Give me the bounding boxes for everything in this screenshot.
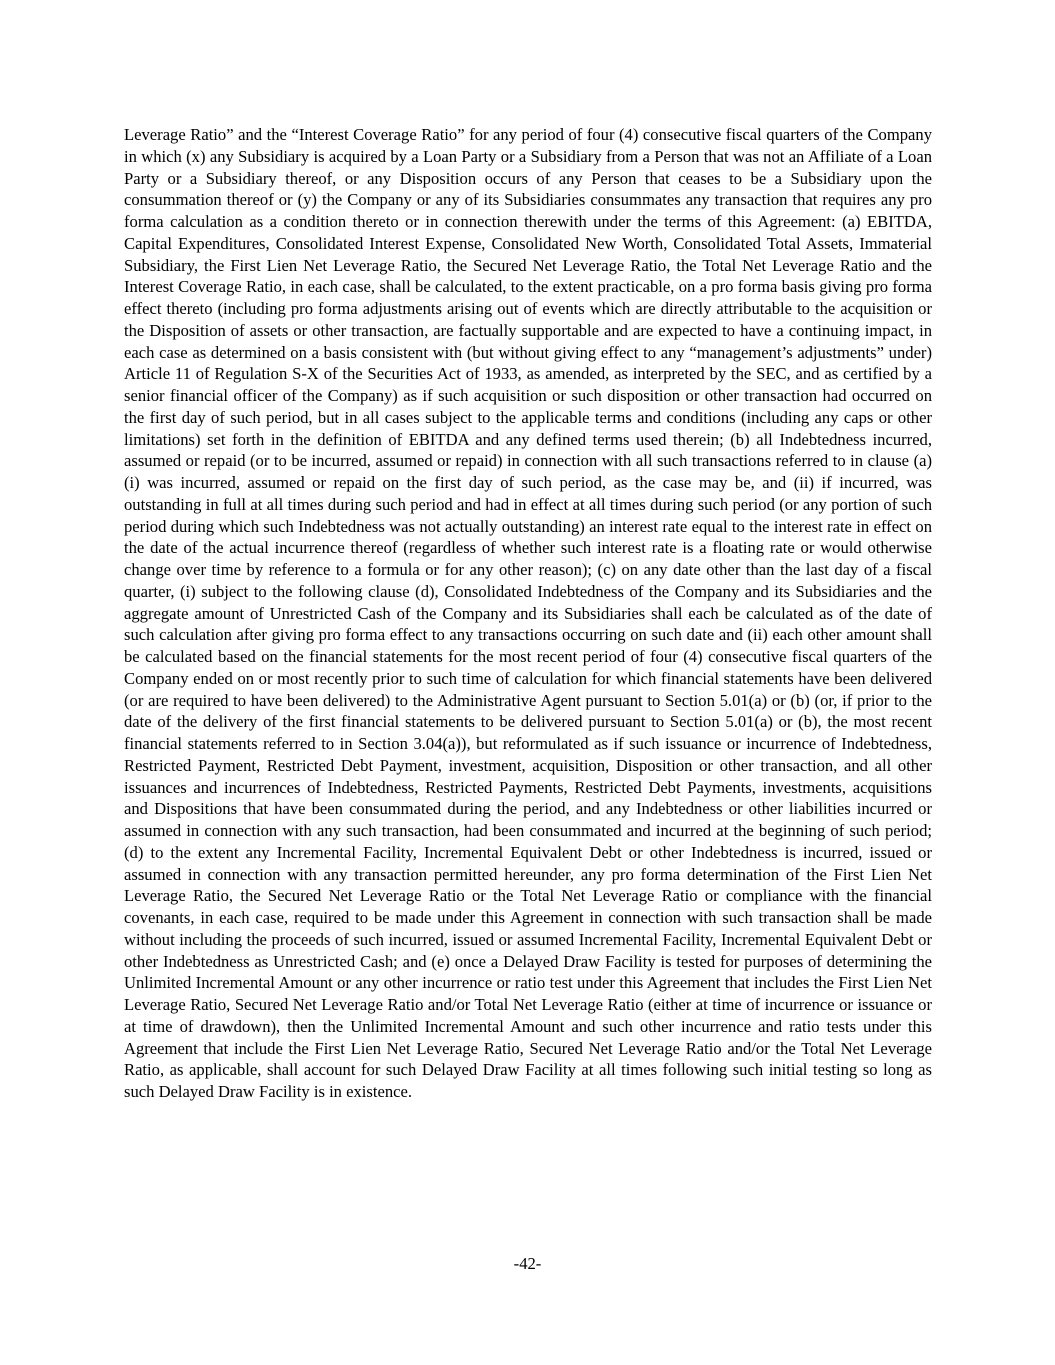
page-number: -42- [513,1254,542,1273]
body-paragraph: Leverage Ratio” and the “Interest Coverage Ratio” for any period of four (4) consecutive fiscal quarters of the Company in which (x) any Subsidiary is acquired by a Loan Party or a Subsidiary from a Person that was not an Affiliate of a Loan Party or a Subsidiary thereof, or any Disposition occurs of any Person that ceases to be a Subsidiary upon the consummation thereof or (y) the Company or any of its Subsidiaries consummates any transaction that requires any pro forma calculation as a condition thereto or in connection therewith under the terms of this Agreement: (a) EBITDA, Capital Expenditures, Consolidated Interest Expense, Consolidated New Worth, Consolidated Total Assets, Immaterial Subsidiary, the First Lien Net Leverage Ratio, the Secured Net Leverage Ratio, the Total Net Leverage Ratio and the Interest Coverage Ratio, in each case, shall be calculated, to the extent practicable, on a pro forma basis giving pro forma effect thereto (including pro forma adjustments arising out of events which are directly attributable to the acquisition or the Disposition of assets or other transaction, are factually supportable and are expected to have a continuing impact, in each case as determined on a basis consistent with (but without giving effect to any “management’s adjustments” under) Article 11 of Regulation S-X of the Securities Act of 1933, as amended, as interpreted by the SEC, and as certified by a senior financial officer of the Company) as if such acquisition or such disposition or other transaction had occurred on the first day of such period, but in all cases subject to the applicable terms and conditions (including any caps or other limitations) set forth in the definition of EBITDA and any defined terms used therein; (b) all Indebtedness incurred, assumed or repaid (or to be incurred, assumed or repaid) in connection with all such transactions referred to in clause (a) (i) was incurred, assumed or repaid on the first day of such period, as the case may be, and (ii) if incurred, was outstanding in full at all times during such period and had in effect at all times during such period (or any portion of such period during which such Indebtedness was not actually outstanding) an interest rate equal to the interest rate in effect on the date of the actual incurrence thereof (regardless of whether such interest rate is a floating rate or would otherwise change over time by reference to a formula or for any other reason); (c) on any date other than the last day of a fiscal quarter, (i) subject to the following clause (d), Consolidated Indebtedness of the Company and its Subsidiaries and the aggregate amount of Unrestricted Cash of the Company and its Subsidiaries shall each be calculated as of the date of such calculation after giving pro forma effect to any transactions occurring on such date and (ii) each other amount shall be calculated based on the financial statements for the most recent period of four (4) consecutive fiscal quarters of the Company ended on or most recently prior to such time of calculation for which financial statements have been delivered (or are required to have been delivered) to the Administrative Agent pursuant to Section 5.01(a) or (b) (or, if prior to the date of the delivery of the first financial statements to be delivered pursuant to Section 5.01(a) or (b), the most recent financial statements referred to in Section 3.04(a)), but reformulated as if such issuance or incurrence of Indebtedness, Restricted Payment, Restricted Debt Payment, investment, acquisition, Disposition or other transaction, and all other issuances and incurrences of Indebtedness, Restricted Payments, Restricted Debt Payments, investments, acquisitions and Dispositions that have been consummated during the period, and any Indebtedness or other liabilities incurred or assumed in connection with any such transaction, had been consummated and incurred at the beginning of such period; (d) to the extent any Incremental Facility, Incremental Equivalent Debt or other Indebtedness is incurred, issued or assumed in connection with any transaction permitted hereunder, any pro forma determination of the First Lien Net Leverage Ratio, the Secured Net Leverage Ratio or the Total Net Leverage Ratio or compliance with the financial covenants, in each case, required to be made under this Agreement in connection with such transaction shall be made without including the proceeds of such incurred, issued or assumed Incremental Facility, Incremental Equivalent Debt or other Indebtedness as Unrestricted Cash; and (e) once a Delayed Draw Facility is tested for purposes of determining the Unlimited Incremental Amount or any other incurrence or ratio test under this Agreement that includes the First Lien Net Leverage Ratio, Secured Net Leverage Ratio and/or Total Net Leverage Ratio (either at time of incurrence or issuance or at time of drawdown), then the Unlimited Incremental Amount and such other incurrence and ratio tests under this Agreement that include the First Lien Net Leverage Ratio, Secured Net Leverage Ratio and/or the Total Net Leverage Ratio, as applicable, shall account for such Delayed Draw Facility at all times following such initial testing so long as such Delayed Draw Facility is in existence. [124,125,932,1101]
